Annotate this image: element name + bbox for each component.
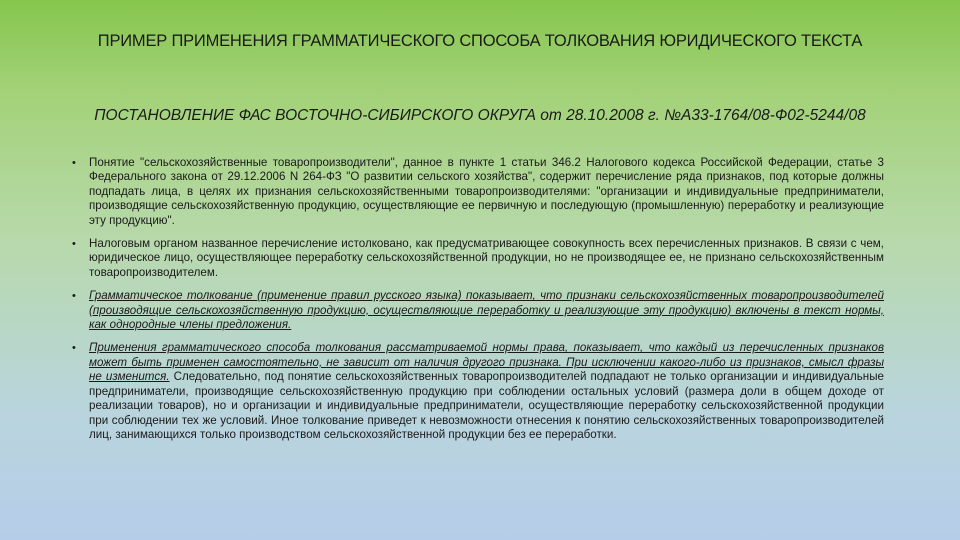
slide-title: ПРИМЕР ПРИМЕНЕНИЯ ГРАММАТИЧЕСКОГО СПОСОБА ТОЛКОВАНИЯ ЮРИДИЧЕСКОГО ТЕКСТА xyxy=(97,32,863,50)
bullet-text: Понятие "сельскохозяйственные товаропроизводители", данное в пункте 1 статьи 346.2 Налогового кодекса Российской Федерации, статье 3 Федерального закона от 29.12.2006 N 264-ФЗ "О развитии сельского хозяйства", содержит перечисление ряда признаков, под которые должны подпадать лица, в целях их признания сельскохозяйственными товаропроизводителями: "организации и индивидуальные предприниматели, производящие сельскохозяйственную продукцию, осуществляющие ее первичную и последующую (промышленную) переработку и реализующие эту продукцию". xyxy=(89,156,884,227)
bullet-text-emphasized: Применения грамматического способа толкования рассматриваемой нормы права, показывает, что каждый из перечисленных признаков может быть применен самостоятельно, не зависит от наличия другого признака. При исключении какого-либо из признаков, смысл фразы не изменится. xyxy=(89,341,884,384)
bullet-list xyxy=(72,156,884,451)
bullet-marker-icon: • xyxy=(72,290,76,303)
bullet-marker-icon: • xyxy=(72,238,76,251)
bullet-item xyxy=(72,156,884,228)
bullet-item xyxy=(72,289,884,332)
bullet-text: Следовательно, под понятие сельскохозяйственных товаропроизводителей подпадают не только организации и индивидуальные предприниматели, производящие сельскохозяйственную продукцию при соблюдении остальных условий (размера доли в общем доходе от реализации товаров), но и организации и индивидуальные предприниматели, осуществляющие переработку сельскохозяйственной продукции при соблюдении тех же условий. Иное толкование приведет к невозможности отнесения к понятию сельскохозяйственных товаропроизводителей лиц, занимающихся только производством сельскохозяйственной продукции без ее переработки. xyxy=(89,370,884,441)
bullet-marker-icon: • xyxy=(72,342,76,355)
bullet-item xyxy=(72,341,884,442)
bullet-text-emphasized: Грамматическое толкование (применение правил русского языка) показывает, что признаки сельскохозяйственных товаропроизводителей (производящие сельскохозяйственную продукцию, осуществляющие переработку и реализующие эту продукцию) включены в текст нормы, как однородные члены предложения. xyxy=(89,289,884,332)
bullet-item xyxy=(72,237,884,280)
bullet-text: Налоговым органом названное перечисление истолковано, как предусматривающее совокупность всех перечисленных признаков. В связи с чем, юридическое лицо, осуществляющее переработку сельскохозяйственной продукции, но не производящее ее, не признано сельскохозяйственным товаропроизводителем. xyxy=(89,237,884,279)
slide-subtitle: ПОСТАНОВЛЕНИЕ ФАС ВОСТОЧНО-СИБИРСКОГО ОКРУГА от 28.10.2008 г. №А33-1764/08-Ф02-5244/08 xyxy=(94,107,866,124)
bullet-marker-icon: • xyxy=(72,157,76,169)
